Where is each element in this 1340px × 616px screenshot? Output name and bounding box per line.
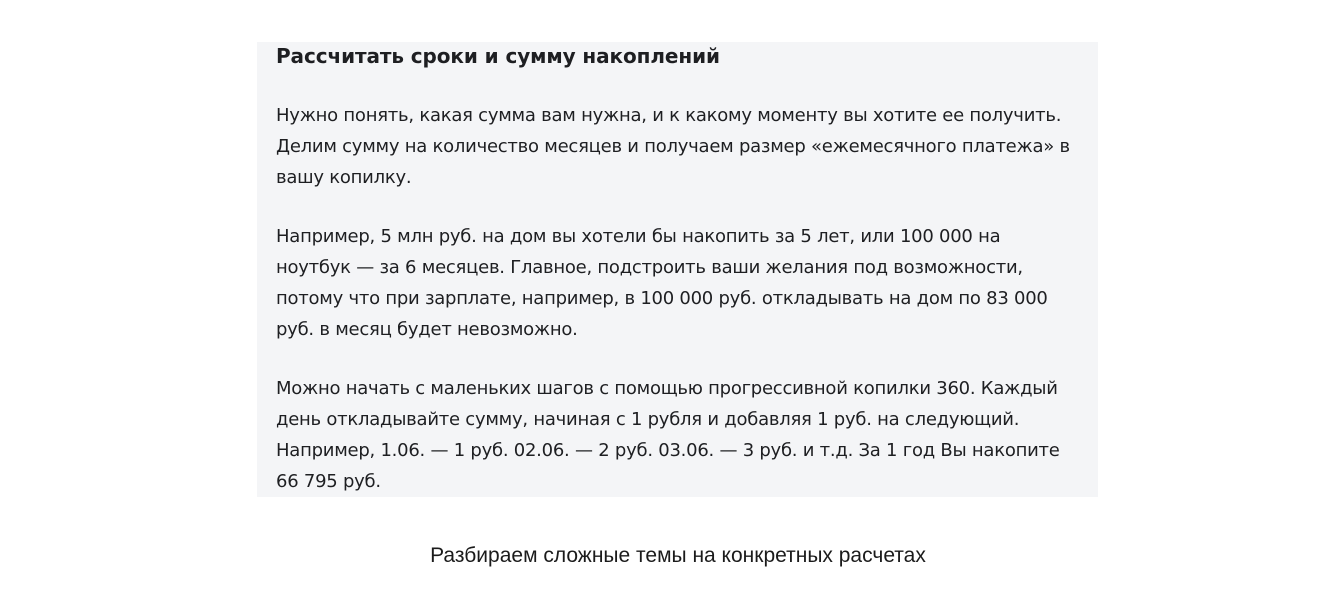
article-paragraph-1: Нужно понять, какая сумма вам нужна, и к какому моменту вы хотите ее получить. Делим сумму на количество месяцев и получаем размер «ежемесячного платежа» в вашу копилку. [276,105,1070,188]
article-paragraph-2: Например, 5 млн руб. на дом вы хотели бы накопить за 5 лет, или 100 000 на ноутбук — за 6 месяцев. Главное, подстроить ваши желания под возможности, потому что при зарплате, например, в 100 000 руб. откладывать на дом по 83 000 руб. в месяц будет невозможно. [276,226,1048,340]
image-caption: Разбираем сложные темы на конкретных расчетах [430,544,926,567]
article-title: Рассчитать сроки и сумму накоплений [276,44,720,68]
article-card [257,42,1098,497]
article-paragraph-3: Можно начать с маленьких шагов с помощью прогрессивной копилки 360. Каждый день откладывайте сумму, начиная с 1 рубля и добавляя 1 руб. на следующий. Например, 1.06. — 1 руб. 02.06. — 2 руб. 03.06. — 3 руб. и т.д. За 1 год Вы накопите 66 795 руб. [276,378,1060,492]
